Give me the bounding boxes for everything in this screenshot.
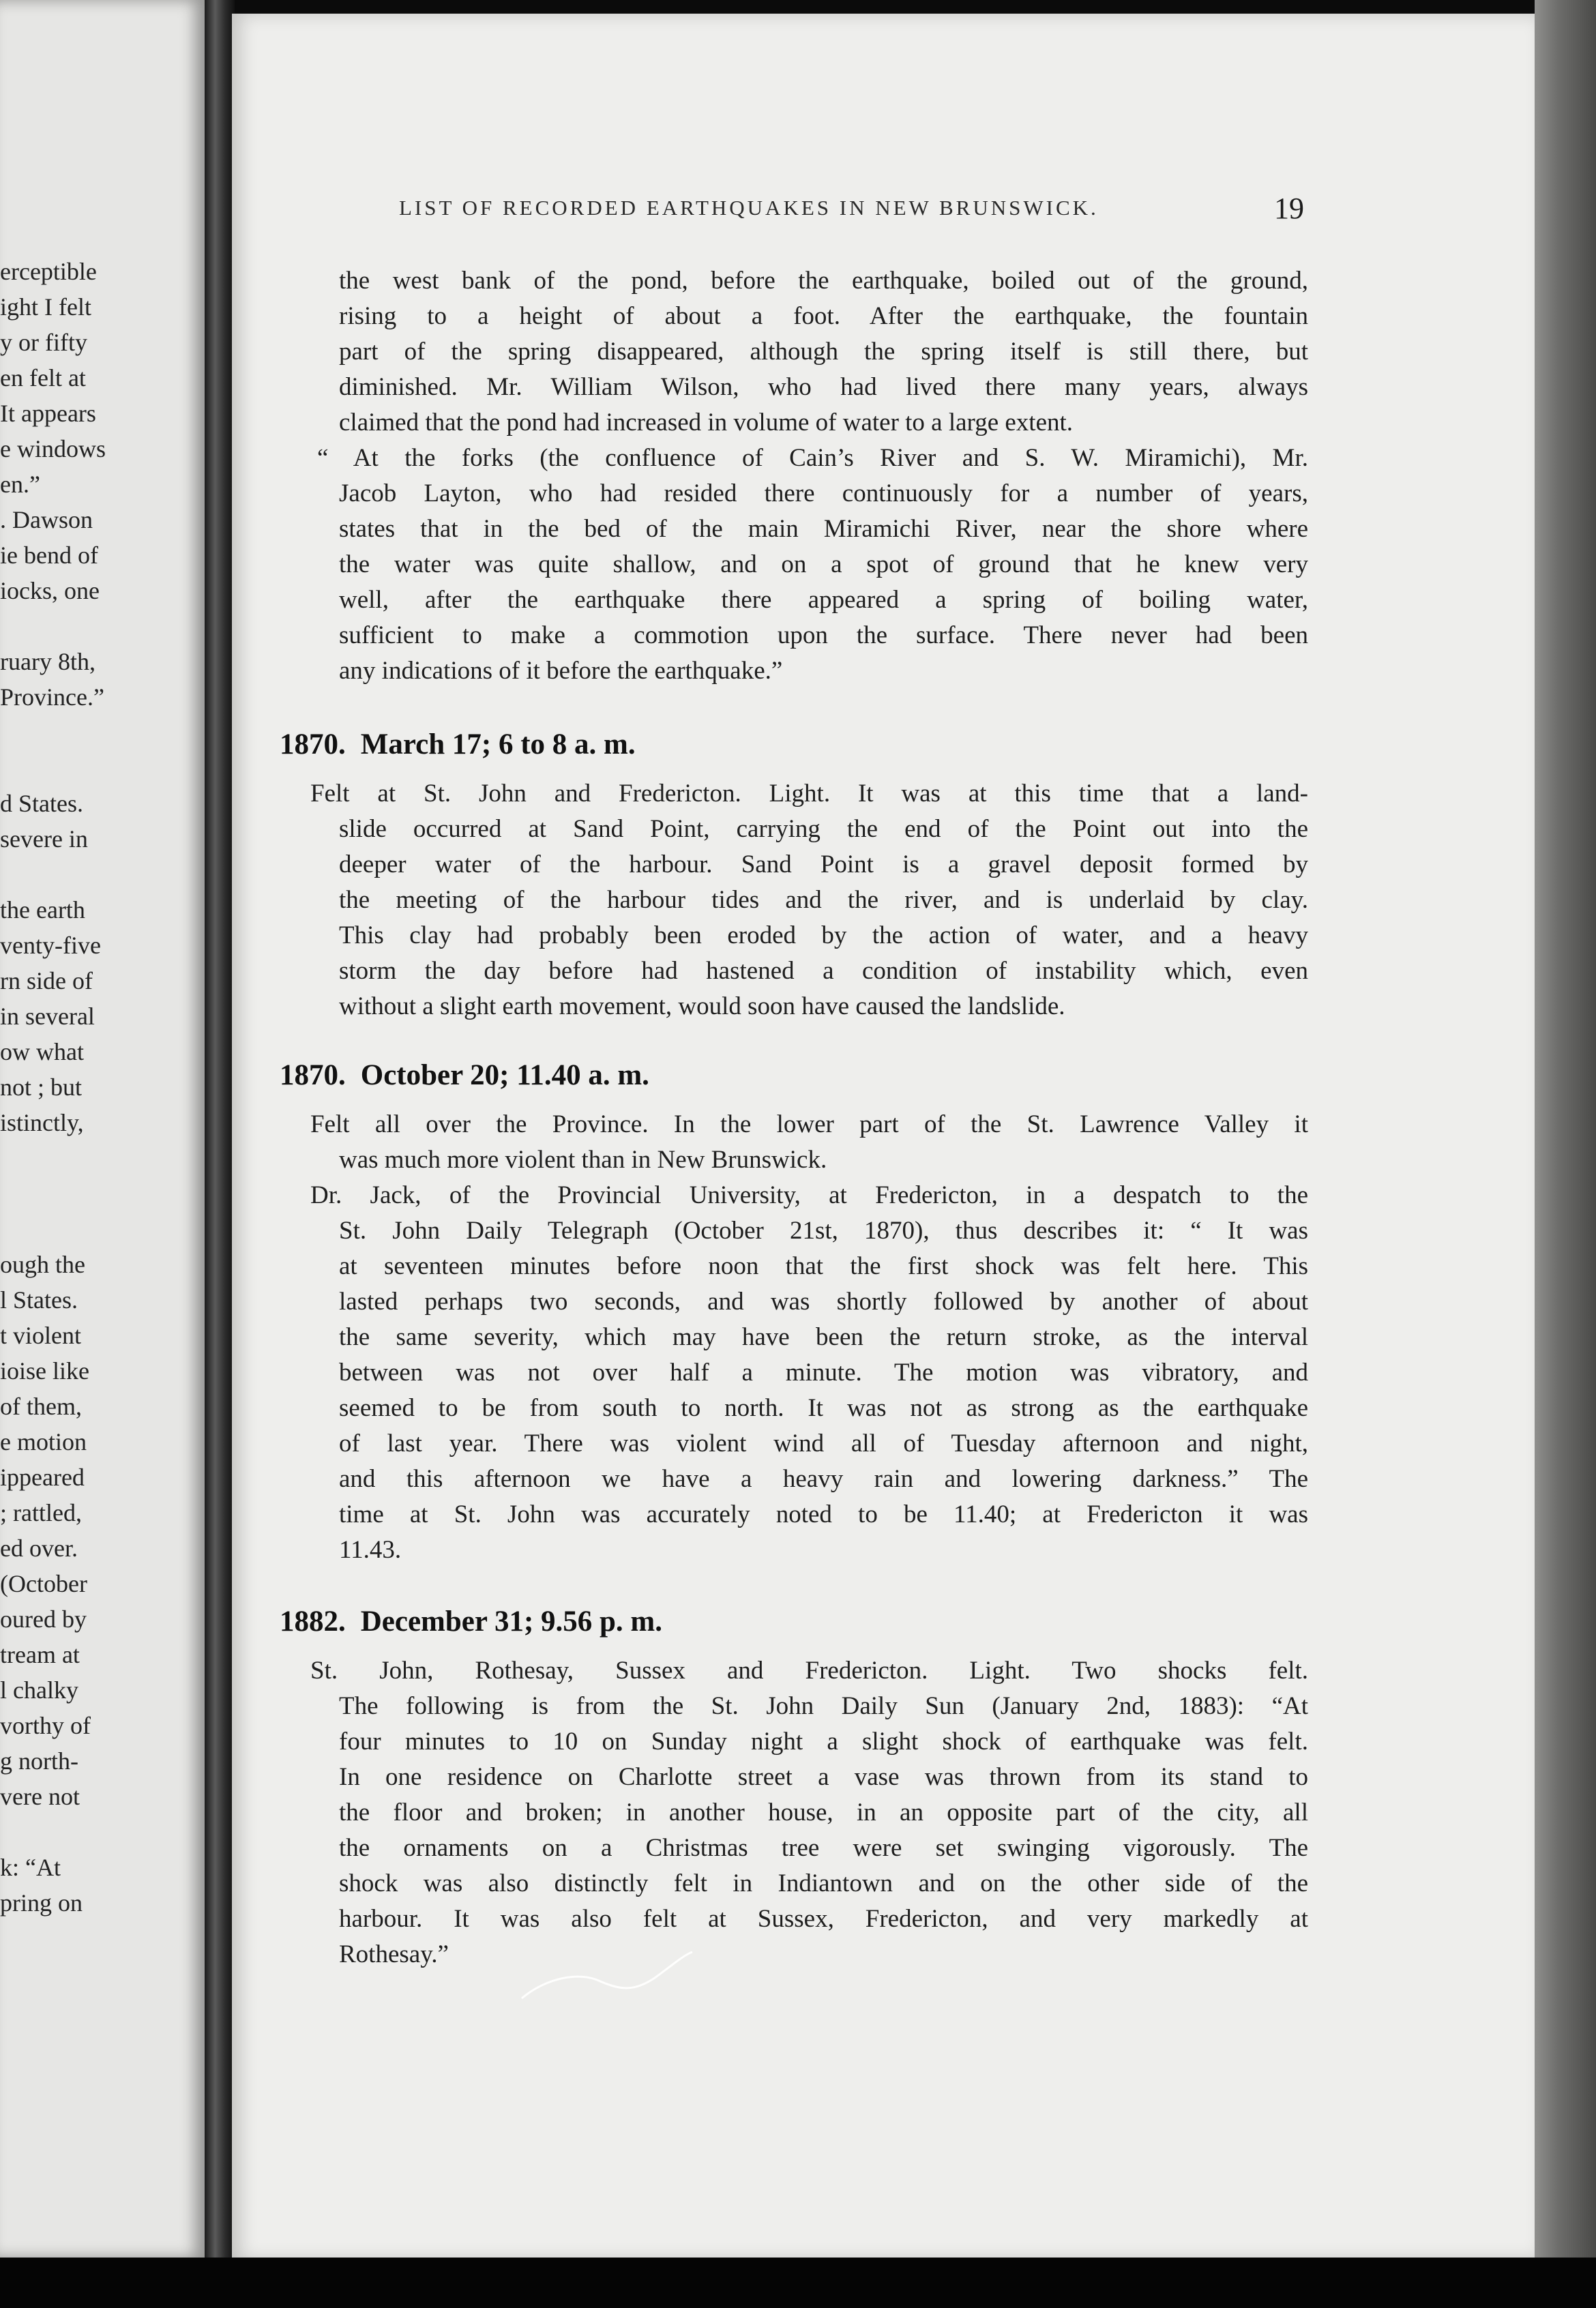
entry-date: December 31; 9.56 p. m. [360,1606,662,1638]
text-line: lasted perhaps two seconds, and was shortly followed by another of about [339,1288,1308,1316]
previous-page-line: iocks, one [0,577,100,604]
previous-page-line: t violent [0,1322,81,1349]
entry-heading [280,1056,649,1095]
previous-page-line: ruary 8th, [0,648,95,675]
text-line: This clay had probably been eroded by the action of water, and a heavy [339,921,1308,949]
entry-heading [280,726,636,764]
text-line: shock was also distinctly felt in Indiantown and on the other side of the [339,1869,1308,1897]
text-line: St. John Daily Telegraph (October 21st, 1870), thus describes it: “ It was [339,1217,1308,1245]
previous-page-line: en.” [0,471,40,498]
previous-page-line: ioise like [0,1357,89,1385]
previous-page-line: ough the [0,1251,85,1278]
entry-year: 1870. [280,1059,346,1091]
text-line: part of the spring disappeared, although the spring itself is still there, but [339,338,1308,366]
previous-page-line: rn side of [0,967,93,994]
text-line: states that in the bed of the main Miramichi River, near the shore where [339,515,1308,543]
previous-page-line: vorthy of [0,1712,91,1739]
previous-page-line: l chalky [0,1676,78,1704]
previous-page-line: ie bend of [0,542,98,569]
text-line: “ At the forks (the confluence of Cain’s River and S. W. Miramichi), Mr. [317,444,1308,472]
text-line: slide occurred at Sand Point, carrying the end of the Point out into the [339,815,1308,843]
previous-page-line: istinctly, [0,1109,84,1136]
text-line: In one residence on Charlotte street a vase was thrown from its stand to [339,1763,1308,1791]
text-line: seemed to be from south to north. It was not as strong as the earthquake [339,1394,1308,1422]
text-line: the floor and broken; in another house, in an opposite part of the city, all [339,1799,1308,1826]
previous-page-line: venty-five [0,932,101,959]
text-line: storm the day before had hastened a condition of instability which, even [339,957,1308,985]
entry-date: October 20; 11.40 a. m. [360,1059,649,1091]
previous-page-line: not ; but [0,1074,83,1101]
text-line: sufficient to make a commotion upon the surface. There never had been [339,621,1308,649]
text-line: between was not over half a minute. The motion was vibratory, and [339,1359,1308,1387]
previous-page-line: g north- [0,1747,78,1775]
text-line: Dr. Jack, of the Provincial University, at Fredericton, in a despatch to the [310,1181,1308,1209]
text-line: Felt all over the Province. In the lower part of the St. Lawrence Valley it [310,1110,1308,1138]
previous-page-line: ed over. [0,1535,78,1562]
previous-page-line: e motion [0,1428,87,1455]
previous-page-line: oured by [0,1606,87,1633]
text-line: at seventeen minutes before noon that the first shock was felt here. This [339,1252,1308,1280]
previous-page-line: d States. [0,790,83,817]
ink-stroke-mark [518,1951,703,2012]
entry-year: 1882. [280,1606,346,1638]
previous-page [0,0,205,2258]
previous-page-line: ippeared [0,1464,85,1491]
text-line: claimed that the pond had increased in volume of water to a large extent. [339,409,1074,437]
previous-page-line: ow what [0,1038,84,1065]
text-line: rising to a height of about a foot. After the earthquake, the fountain [339,302,1308,330]
previous-page-line: in several [0,1003,95,1030]
text-line: St. John, Rothesay, Sussex and Fredericton. Light. Two shocks felt. [310,1657,1308,1685]
text-line: without a slight earth movement, would soon have caused the landslide. [339,992,1065,1020]
scan-background [0,2258,1596,2308]
text-line: deeper water of the harbour. Sand Point is a gravel deposit formed by [339,850,1308,878]
text-line: the meeting of the harbour tides and the river, and is underlaid by clay. [339,886,1308,914]
text-line: well, after the earthquake there appeared a spring of boiling water, [339,586,1308,614]
entry-heading [280,1603,662,1641]
text-line: the ornaments on a Christmas tree were set swinging vigorously. The [339,1834,1308,1862]
text-line: the west bank of the pond, before the earthquake, boiled out of the ground, [339,267,1308,295]
previous-page-line: ight I felt [0,293,91,321]
page-number: 19 [1274,192,1304,225]
previous-page-line: . Dawson [0,506,93,533]
text-line: of last year. There was violent wind all of Tuesday afternoon and night, [339,1430,1308,1458]
text-line: harbour. It was also felt at Sussex, Fredericton, and very markedly at [339,1905,1308,1933]
previous-page-line: y or fifty [0,329,87,356]
text-line: the water was quite shallow, and on a spot of ground that he knew very [339,550,1308,578]
running-head: LIST OF RECORDED EARTHQUAKES IN NEW BRUNSWICK. [399,196,1099,220]
previous-page-line: l States. [0,1286,78,1314]
page-edge [1535,0,1596,2308]
previous-page-line: vere not [0,1783,80,1810]
text-line: Jacob Layton, who had resided there continuously for a number of years, [339,479,1308,507]
previous-page-line: ; rattled, [0,1499,82,1526]
text-line: diminished. Mr. William Wilson, who had lived there many years, always [339,373,1308,401]
previous-page-line: of them, [0,1393,82,1420]
text-line: The following is from the St. John Daily Sun (January 2nd, 1883): “At [339,1692,1308,1720]
text-line: any indications of it before the earthquake.” [339,657,783,685]
previous-page-line: k: “At [0,1854,61,1881]
entry-date: March 17; 6 to 8 a. m. [360,728,636,760]
text-line: Rothesay.” [339,1940,449,1968]
previous-page-line: pring on [0,1889,83,1917]
text-line: the same severity, which may have been the return stroke, as the interval [339,1323,1308,1351]
previous-page-line: It appears [0,400,96,427]
previous-page-line: tream at [0,1641,80,1668]
previous-page-line: erceptible [0,258,97,285]
previous-page-line: the earth [0,896,85,923]
text-line: time at St. John was accurately noted to be 11.40; at Fredericton it was [339,1500,1308,1528]
book-gutter [205,0,235,2308]
text-line: 11.43. [339,1536,402,1564]
previous-page-line: (October [0,1570,87,1597]
previous-page-line: e windows [0,435,106,462]
text-line: was much more violent than in New Brunswick. [339,1146,827,1174]
text-line: and this afternoon we have a heavy rain and lowering darkness.” The [339,1465,1308,1493]
text-line: four minutes to 10 on Sunday night a slight shock of earthquake was felt. [339,1728,1308,1756]
entry-year: 1870. [280,728,346,760]
previous-page-line: severe in [0,825,88,853]
text-line: Felt at St. John and Fredericton. Light. It was at this time that a land- [310,780,1308,808]
previous-page-line: Province.” [0,683,104,711]
previous-page-line: en felt at [0,364,86,391]
